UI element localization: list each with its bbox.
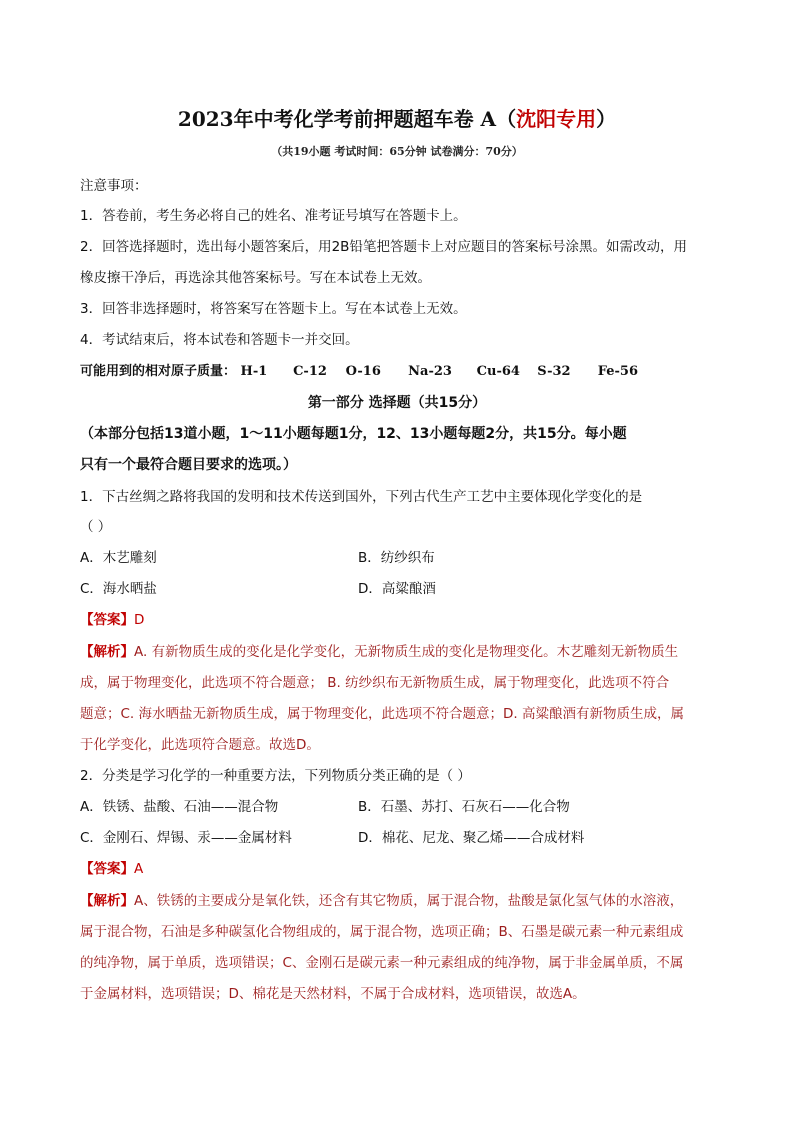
note-item-1: 1．答卷前，考生务必将自己的姓名、准考证号填写在答题卡上。 <box>80 208 467 224</box>
q1-explain-text-1: A. 有新物质生成的变化是化学变化，无新物质生成的变化是物理变化。木艺雕刻无新物质生 <box>134 644 679 660</box>
q1-option-b: B．纺纱织布 <box>358 550 435 566</box>
q2-explain-text-1: A、铁锈的主要成分是氧化铁，还含有其它物质，属于混合物，盐酸是氯化氢气体的水溶液， <box>134 893 684 909</box>
q1-option-c: C．海水晒盐 <box>80 581 157 597</box>
q1-answer-tag: 【答案】 <box>80 612 134 628</box>
mass-s: S-32 <box>537 364 571 379</box>
q1-option-a: A．木艺雕刻 <box>80 550 157 566</box>
q2-explain-line-1 <box>80 890 720 912</box>
atomic-masses-label: 可能用到的相对原子质量： <box>80 364 237 379</box>
q1-blank: （ ） <box>80 519 112 535</box>
title-accent: 沈阳专用 <box>516 107 597 131</box>
section-desc-line-1: （本部分包括13道小题，1～11小题每题1分，12、13小题每题2分，共15分。每小题 <box>80 426 627 442</box>
page-title <box>0 105 794 133</box>
q2-explain-tag: 【解析】 <box>80 893 134 909</box>
q2-explain-line-2: 属于混合物，石油是多种碳氢化合物组成的，属于混合物，选项正确；B、石墨是碳元素一种元素组成 <box>80 924 684 940</box>
mass-c: C-12 <box>293 364 327 379</box>
mass-o: O-16 <box>345 364 381 379</box>
q2-option-d: D．棉花、尼龙、聚乙烯——合成材料 <box>358 830 585 846</box>
q2-option-a: A．铁锈、盐酸、石油——混合物 <box>80 799 279 815</box>
mass-fe: Fe-56 <box>597 364 639 379</box>
mass-h: H-1 <box>240 364 268 379</box>
section-desc-line-2: 只有一个最符合题目要求的选项。） <box>80 457 297 473</box>
note-item-4: 4．考试结束后，将本试卷和答题卡一并交回。 <box>80 332 359 348</box>
note-item-2: 2．回答选择题时，选出每小题答案后，用2B铅笔把答题卡上对应题目的答案标号涂黑。如需改动，用 <box>80 239 687 255</box>
q1-explain-line-4: 于化学变化，此选项符合题意。故选D。 <box>80 737 320 753</box>
mass-cu: Cu-64 <box>476 364 520 379</box>
q2-option-b: B．石墨、苏打、石灰石——化合物 <box>358 799 570 815</box>
q2-explain-line-4: 于金属材料，选项错误；D、棉花是天然材料，不属于合成材料，选项错误，故选A。 <box>80 986 586 1002</box>
q2-explain-line-3: 的纯净物，属于单质，选项错误；C、金刚石是碳元素一种元素组成的纯净物，属于非金属单质，不属 <box>80 955 684 971</box>
exam-info: （共19小题 考试时间：65分钟 试卷满分：70分） <box>271 145 523 158</box>
q1-explain-tag: 【解析】 <box>80 644 134 660</box>
q1-answer-value: D <box>134 612 145 628</box>
q2-answer-value: A <box>134 861 144 877</box>
q2-answer-tag: 【答案】 <box>80 861 134 877</box>
mass-na: Na-23 <box>408 364 452 379</box>
atomic-masses <box>80 361 720 383</box>
q1-explain-line-1 <box>80 641 720 663</box>
note-item-3: 3．回答非选择题时，将答案写在答题卡上。写在本试卷上无效。 <box>80 301 467 317</box>
note-item-2-cont: 橡皮擦干净后，再选涂其他答案标号。写在本试卷上无效。 <box>80 270 431 286</box>
q1-explain-line-3: 题意；C. 海水晒盐无新物质生成，属于物理变化，此选项不符合题意；D. 高粱酿酒有新物质生成，属 <box>80 706 684 722</box>
section-title: 第一部分 选择题（共15分） <box>307 395 487 411</box>
q1-explain-line-2: 成，属于物理变化，此选项不符合题意； B. 纺纱织布无新物质生成，属于物理变化，此选项不符合 <box>80 675 670 691</box>
q2-option-c: C．金刚石、焊锡、汞——金属材料 <box>80 830 292 846</box>
q1-option-d: D．高粱酿酒 <box>358 581 436 597</box>
title-main: 2023年中考化学考前押题超车卷 A（ <box>177 107 517 131</box>
q2-stem: 2．分类是学习化学的一种重要方法，下列物质分类正确的是（ ） <box>80 768 471 784</box>
title-end: ） <box>596 107 617 131</box>
notes-heading: 注意事项： <box>80 178 148 194</box>
q1-stem: 1．下古丝绸之路将我国的发明和技术传送到国外，下列古代生产工艺中主要体现化学变化的是 <box>80 489 643 505</box>
q2-answer <box>80 858 720 880</box>
q1-answer <box>80 609 720 631</box>
